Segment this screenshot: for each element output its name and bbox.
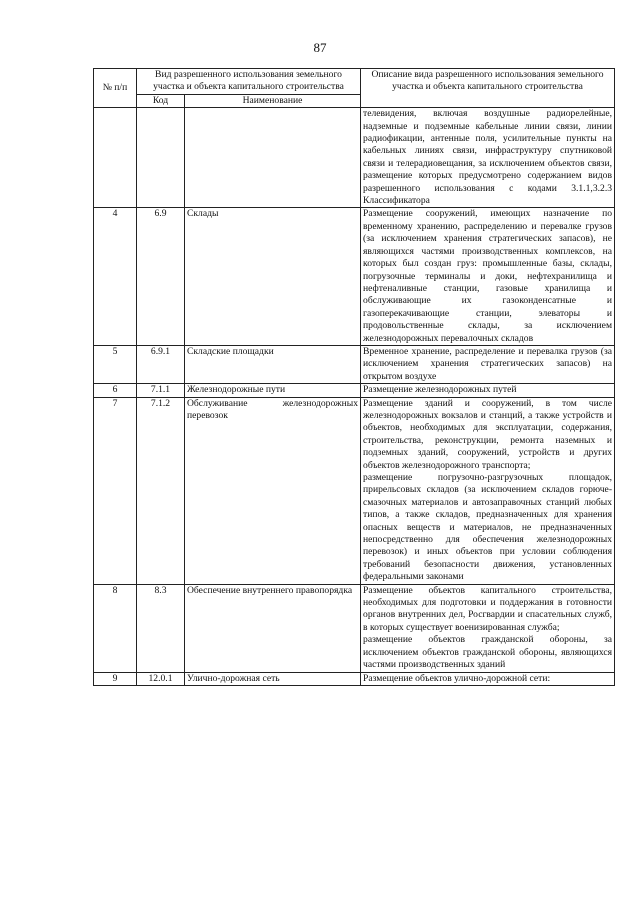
row-code: 6.9: [137, 208, 185, 345]
row-number: 5: [94, 345, 137, 383]
header-num: № п/п: [94, 69, 137, 108]
page-number: 87: [313, 40, 327, 55]
table-row: [94, 584, 615, 672]
header-code: Код: [137, 94, 185, 107]
row-name: Складские площадки: [185, 345, 361, 383]
row-description: [361, 345, 615, 383]
row-name: Железнодорожные пути: [185, 384, 361, 397]
description-paragraph: Временное хранение, распределение и перевалка грузов (за исключением хранения стратегических запасов) на открытом воздухе: [363, 345, 613, 382]
table-row: [94, 672, 615, 685]
description-paragraph: Размещение объектов капитального строительства, необходимых для подготовки и поддержания в готовности органов внутренних дел, Росгвардии и спасательных служб, в которых существует военизированная служба;: [363, 584, 613, 633]
table-row: [94, 397, 615, 584]
description-paragraph: Размещение зданий и сооружений, в том числе железнодорожных вокзалов и станций, а также устройств и объектов, необходимых для эксплуатации, содержания, строительства, реконструкции, ремонта наземных и подземных зданий, сооружений, устройств и других объектов железнодорожного транспорта;: [363, 397, 613, 471]
description-paragraph: Размещение сооружений, имеющих назначение по временному хранению, распределению и перевалке грузов (за исключением хранения стратегических запасов), не являющихся частями производственных комплексов, на которых был создан груз: промышленные базы, склады, погрузочные терминалы и доки, нефтехранилища и нефтеналивные станции, газовые хранилища и обслуживающие их газоконденсатные и газоперекачивающие станции, элеваторы и продовольственные склады, за исключением железнодорожных перевалочных складов: [363, 208, 613, 344]
row-name: [185, 108, 361, 208]
row-description: [361, 584, 615, 672]
row-description: [361, 108, 615, 208]
row-code: 7.1.2: [137, 397, 185, 584]
table-row: [94, 384, 615, 397]
header-description: Описание вида разрешенного использования земельного участка и объекта капитального строительства: [361, 69, 615, 108]
row-name: Улично-дорожная сеть: [185, 672, 361, 685]
table-header-row: [94, 69, 615, 95]
row-name: Склады: [185, 208, 361, 345]
row-description: [361, 397, 615, 584]
description-paragraph: размещение объектов гражданской обороны, за исключением объектов гражданской обороны, являющихся частями производственных зданий: [363, 634, 613, 671]
row-number: 7: [94, 397, 137, 584]
description-paragraph: Размещение объектов улично-дорожной сети:: [363, 672, 551, 684]
table-body: [94, 108, 615, 686]
row-description: [361, 384, 615, 397]
row-code: 12.0.1: [137, 672, 185, 685]
row-number: 4: [94, 208, 137, 345]
row-code: 7.1.1: [137, 384, 185, 397]
row-code: [137, 108, 185, 208]
row-number: [94, 108, 137, 208]
row-name: Обслуживание железнодорожных перевозок: [185, 397, 361, 584]
row-description: [361, 672, 615, 685]
description-paragraph: телевидения, включая воздушные радиорелейные, надземные и подземные кабельные линии связи, линии радиофикации, антенные поля, усилительные пункты на кабельных линиях связи, инфраструктуру спутниковой связи и телерадиовещания, за исключением объектов связи, размещение которых предусмотрено содержанием видов разрешенного использования с кодами 3.1.1,3.2.3 Классификатора: [363, 108, 613, 207]
row-name: Обеспечение внутреннего правопорядка: [185, 584, 361, 672]
row-code: 8.3: [137, 584, 185, 672]
land-use-table: [93, 68, 615, 686]
table-row: [94, 345, 615, 383]
row-number: 6: [94, 384, 137, 397]
row-number: 9: [94, 672, 137, 685]
header-name: Наименование: [185, 94, 361, 107]
header-group: Вид разрешенного использования земельного участка и объекта капитального строительства: [137, 69, 361, 95]
description-paragraph: Размещение железнодорожных путей: [363, 384, 517, 396]
row-description: [361, 208, 615, 345]
row-number: 8: [94, 584, 137, 672]
description-paragraph: размещение погрузочно-разгрузочных площадок, прирельсовых складов (за исключением складов горюче-смазочных материалов и автозаправочных станций любых типов, а также складов, предназначенных для хранения опасных веществ и материалов, не предназначенных непосредственно для обеспечения железнодорожных перевозок) и иных объектов при условии соблюдения требований безопасности движения, установленных федеральными законами: [363, 472, 613, 583]
table-row: [94, 108, 615, 208]
row-code: 6.9.1: [137, 345, 185, 383]
table-row: [94, 208, 615, 345]
